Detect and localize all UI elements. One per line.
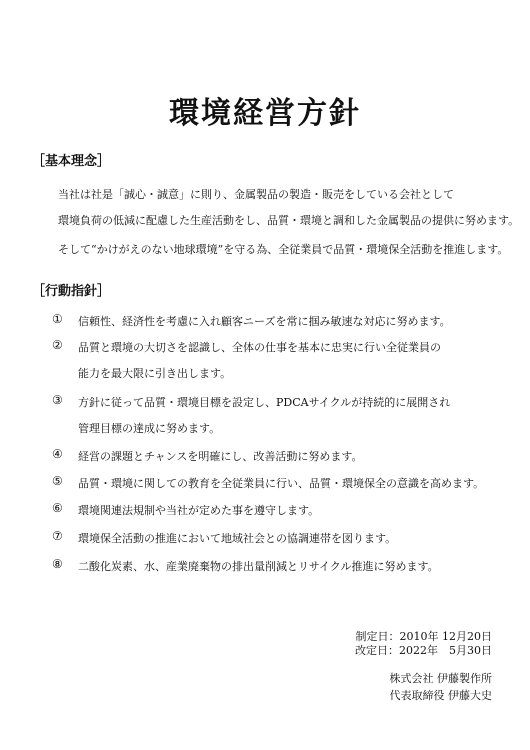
item-number: ⑥ [52,501,63,515]
item-text: 経営の課題とチャンスを明確にし、改善活動に努めます。 [78,450,363,463]
basic-philosophy-heading: ［基本理念］ [32,154,111,169]
revised-date: 改定日：2022年 5月30日 [355,644,492,657]
item-text-cont: 管理目標の達成に努めます。 [78,422,221,435]
item-text: 品質・環境に関しての教育を全従業員に行い、品質・環境保全の意識を高めます。 [78,477,485,490]
item-number: ⑦ [52,529,63,543]
item-text: 信頼性、経済性を考慮に入れ顧客ニーズを常に掴み敏速な対応に努めます。 [78,315,451,328]
company-name: 株式会社 伊藤製作所 [389,672,492,685]
basic-line-2: 環境負荷の低減に配慮した生産活動をし、品質・環境と調和した金属製品の提供に努めます。 [58,214,520,227]
item-text: 品質と環境の大切さを認識し、全体の仕事を基本に忠実に行い全従業員の [78,341,441,354]
item-number: ① [52,312,63,326]
basic-line-1: 当社は社是「誠心・誠意」に則り、金属製品の製造・販売をしている会社として [58,188,454,201]
item-text-cont: 能力を最大限に引き出します。 [78,367,232,380]
item-text: 二酸化炭素、水、産業廃棄物の排出量削減とリサイクル推進に努めます。 [78,560,439,573]
item-number: ② [52,338,63,352]
page-title: 環境経営方針 [169,96,361,131]
action-guideline-heading: ［行動指針］ [32,284,111,299]
established-date: 制定日：2010年 12月20日 [355,630,492,643]
item-number: ⑧ [52,557,63,571]
item-text: 環境関連法規制や当社が定めた事を遵守します。 [78,504,320,517]
item-number: ④ [52,447,63,461]
item-text: 方針に従って品質・環境目標を設定し、PDCAサイクルが持続的に展開され [78,396,451,409]
item-number: ⑤ [52,474,63,488]
representative-name: 代表取締役 伊藤大史 [389,689,492,702]
item-text: 環境保全活動の推進において地域社会との協調連帯を図ります。 [78,532,397,545]
item-number: ③ [52,393,63,407]
basic-line-3: そして“かけがえのない地球環境”を守る為、全従業員で品質・環境保全活動を推進します。 [58,243,509,256]
